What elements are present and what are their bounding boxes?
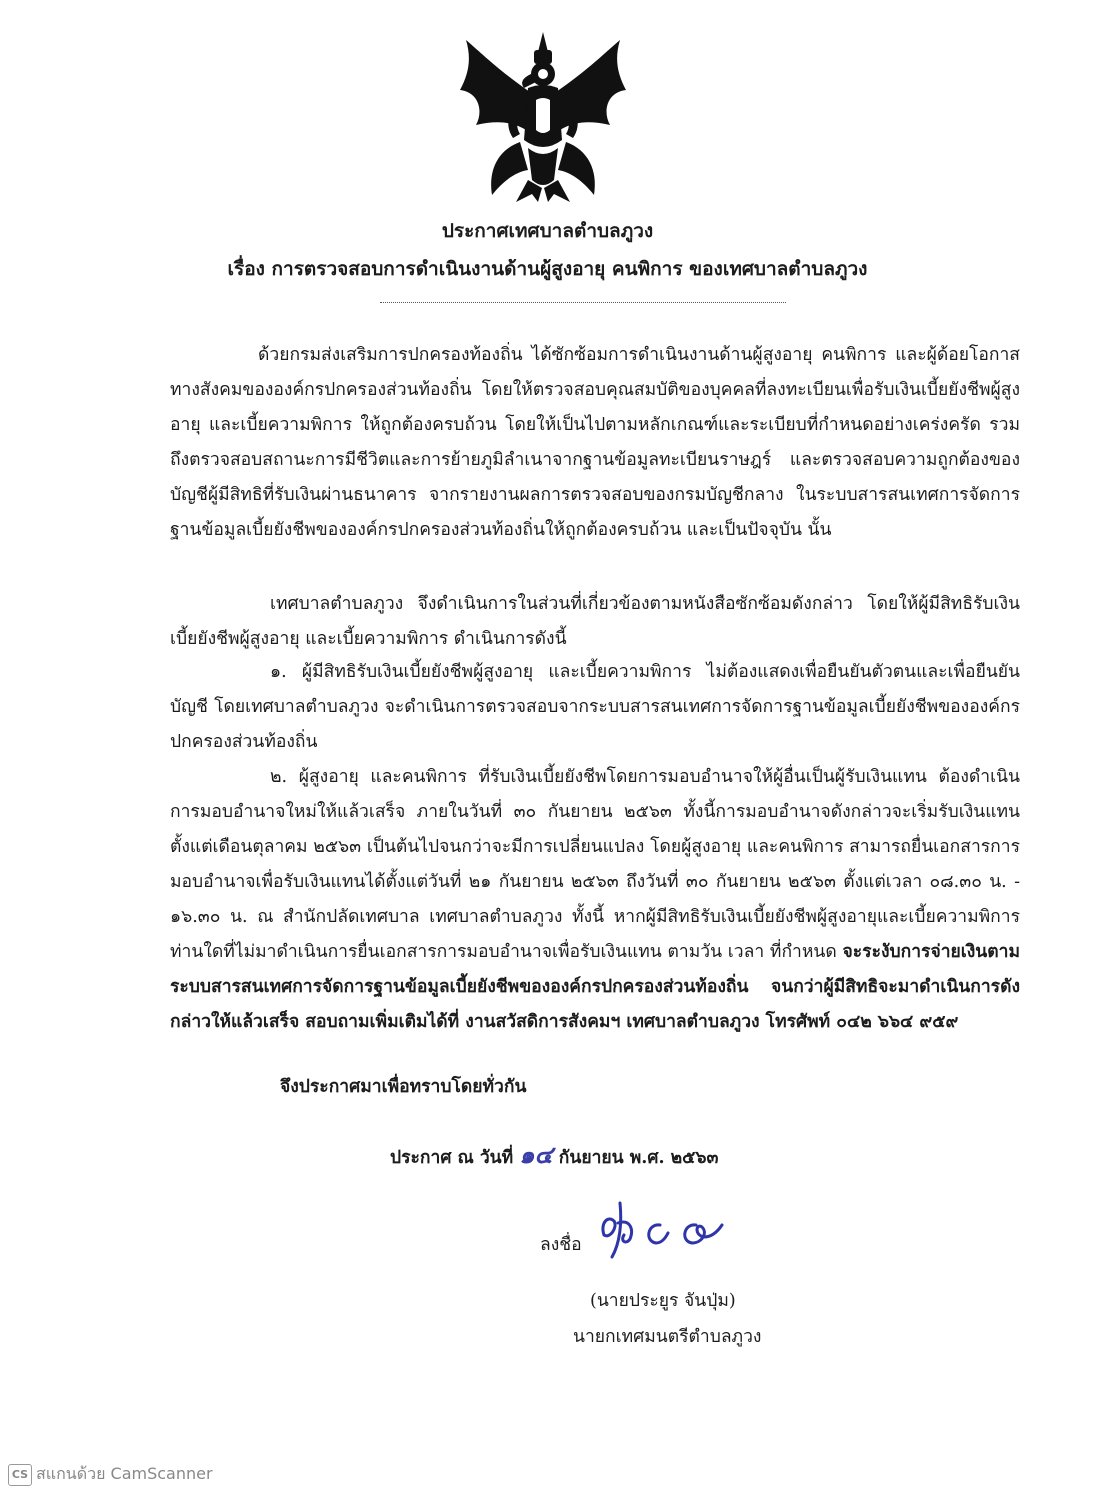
date-prefix: ประกาศ ณ วันที่	[390, 1148, 514, 1168]
date-suffix: กันยายน พ.ศ. ๒๕๖๓	[558, 1148, 719, 1168]
divider	[380, 302, 786, 303]
document-title: ประกาศเทศบาลตำบลภูวง	[441, 220, 654, 242]
paragraph-intro: ด้วยกรมส่งเสริมการปกครองท้องถิ่น ได้ซักซ้อมการดำเนินงานด้านผู้สูงอายุ คนพิการ และผู้ด้อยโอกาสทางสังคมขององค์กรปกครองส่วนท้องถิ่น โดยให้ตรวจสอบคุณสมบัติของบุคคลที่ลงทะเบียนเพื่อรับเงินเบี้ยยังชีพผู้สูงอายุ และเบี้ยความพิการ ให้ถูกต้องครบถ้วน โดยให้เป็นไปตามหลักเกณฑ์และระเบียบที่กำหนดอย่างเคร่งครัด รวมถึงตรวจสอบสถานะการมีชีวิตและการย้ายภูมิลำเนาจากฐานข้อมูลทะเบียนราษฎร์ และตรวจสอบความถูกต้องของบัญชีผู้มีสิทธิที่รับเงินผ่านธนาคาร จากรายงานผลการตรวจสอบของกรมบัญชีกลาง ในระบบสารสนเทศการจัดการฐานข้อมูลเบี้ยยังชีพขององค์กรปกครองส่วนท้องถิ่นให้ถูกต้องครบถ้วน และเป็นปัจจุบัน นั้น	[170, 345, 1020, 540]
signatory-name: (นายประยูร จันปุ่ม)	[590, 1291, 736, 1311]
date-day: ๑๔	[519, 1140, 553, 1169]
scanner-watermark	[8, 1462, 213, 1487]
list-item-2-text: ๒. ผู้สูงอายุ และคนพิการ ที่รับเงินเบี้ยยังชีพโดยการมอบอำนาจให้ผู้อื่นเป็นผู้รับเงินแทน ต้องดำเนินการมอบอำนาจใหม่ให้แล้วเสร็จ ภายในวันที่ ๓๐ กันยายน ๒๕๖๓ ทั้งนี้การมอบอำนาจดังกล่าวจะเริ่มรับเงินแทนตั้งแต่เดือนตุลาคม ๒๕๖๓ เป็นต้นไปจนกว่าจะมีการเปลี่ยนแปลง โดยผู้สูงอายุ และคนพิการ สามารถยื่นเอกสารการมอบอำนาจเพื่อรับเงินแทนได้ตั้งแต่วันที่ ๒๑ กันยายน ๒๕๖๓ ถึงวันที่ ๓๐ กันยายน ๒๕๖๓ ตั้งแต่เวลา ๐๘.๓๐ น. - ๑๖.๓๐ น. ณ สำนักปลัดเทศบาล เทศบาลตำบลภูวง ทั้งนี้ หากผู้มีสิทธิรับเงินเบี้ยยังชีพผู้สูงอายุและเบี้ยความพิการ ท่านใดที่ไม่มาดำเนินการยื่นเอกสารการมอบอำนาจเพื่อรับเงินแทน ตามวัน เวลา ที่กำหนด	[170, 767, 1020, 962]
handwritten-signature-icon	[590, 1195, 750, 1265]
camscanner-logo-icon: CS	[8, 1464, 32, 1486]
list-item-2-emphasis: จะระงับการจ่ายเงินตามระบบสารสนเทศการจัดการฐานข้อมูลเบี้ยยังชีพขององค์กรปกครองส่วนท้องถิ่น จนกว่าผู้มีสิทธิจะมาดำเนินการดังกล่าวให้แล้วเสร็จ สอบถามเพิ่มเติมได้ที่ งานสวัสดิการสังคมฯ เทศบาลตำบลภูวง โทรศัพท์ ๐๔๒ ๖๖๔ ๙๕๙	[170, 942, 1020, 1032]
announcement-date	[390, 1135, 719, 1174]
closing-announcement: จึงประกาศมาเพื่อทราบโดยทั่วกัน	[280, 1077, 527, 1097]
paragraph-action: เทศบาลตำบลภูวง จึงดำเนินการในส่วนที่เกี่ยวข้องตามหนังสือซักซ้อมดังกล่าว โดยให้ผู้มีสิทธิรับเงินเบี้ยยังชีพผู้สูงอายุ และเบี้ยความพิการ ดำเนินการดังนี้	[170, 594, 1020, 649]
watermark-text: สแกนด้วย CamScanner	[36, 1464, 213, 1483]
signature-label: ลงชื่อ	[540, 1235, 582, 1255]
list-item-2	[170, 760, 1020, 1040]
signatory-position: นายกเทศมนตรีตำบลภูวง	[573, 1327, 762, 1347]
document-subject: เรื่อง การตรวจสอบการดำเนินงานด้านผู้สูงอายุ คนพิการ ของเทศบาลตำบลภูวง	[227, 258, 868, 280]
list-item-1: ๑. ผู้มีสิทธิรับเงินเบี้ยยังชีพผู้สูงอายุ และเบี้ยความพิการ ไม่ต้องแสดงเพื่อยืนยันตัวตนและเพื่อยืนยันบัญชี โดยเทศบาลตำบลภูวง จะดำเนินการตรวจสอบจากระบบสารสนเทศการจัดการฐานข้อมูลเบี้ยยังชีพขององค์กรปกครองส่วนท้องถิ่น	[170, 662, 1020, 752]
garuda-emblem-icon	[458, 30, 628, 205]
